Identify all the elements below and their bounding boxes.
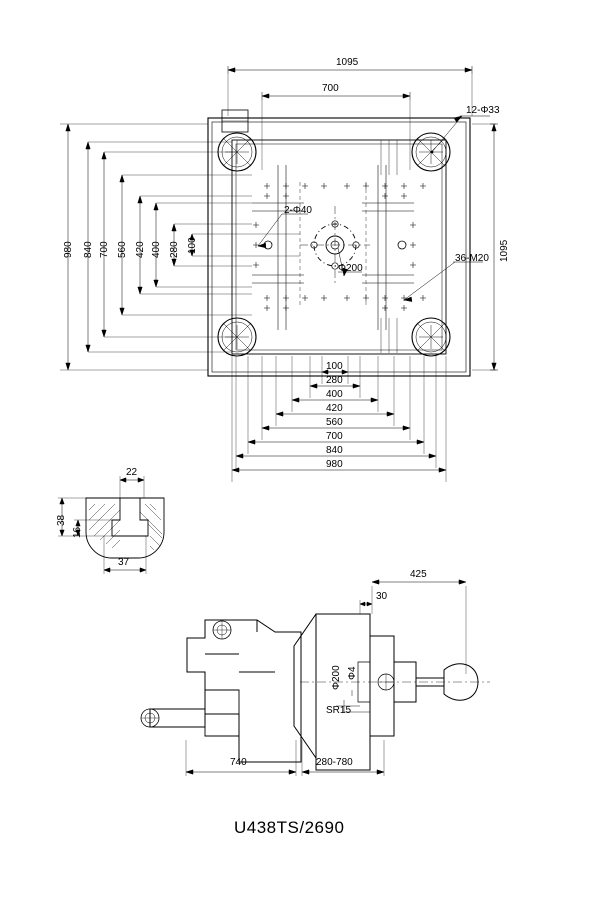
dim-sr15: SR15 [326, 705, 352, 716]
dim-slot-37: 37 [118, 557, 130, 568]
dim-280-bottom: 280 [326, 375, 343, 386]
dim-280-780: 280-780 [316, 757, 353, 768]
dim-740: 740 [230, 757, 247, 768]
dim-phi200-nozzle: Φ200 [331, 665, 342, 690]
callout-2-phi40: 2-Φ40 [284, 205, 312, 216]
dim-420-left: 420 [135, 241, 146, 258]
callout-phi200: Φ200 [338, 263, 363, 274]
dim-840-left: 840 [83, 241, 94, 258]
dim-980-bottom: 980 [326, 459, 343, 470]
dim-1095-top: 1095 [336, 57, 359, 68]
dim-100-bottom: 100 [326, 361, 343, 372]
drawing-title: U438TS/2690 [234, 818, 345, 837]
dim-slot-16: 16 [72, 526, 83, 538]
dim-560-bottom: 560 [326, 417, 343, 428]
dim-420-bottom: 420 [326, 403, 343, 414]
dim-30: 30 [376, 591, 388, 602]
callout-36-m20: 36-M20 [455, 253, 489, 264]
dim-100-left: 100 [187, 237, 198, 254]
dim-700-left: 700 [99, 241, 110, 258]
dim-700-bottom: 700 [326, 431, 343, 442]
dim-slot-38: 38 [56, 514, 67, 526]
dim-840-bottom: 840 [326, 445, 343, 456]
dim-1095-right: 1095 [499, 239, 510, 262]
callout-12-phi33: 12-Φ33 [466, 105, 500, 116]
dim-slot-22: 22 [126, 467, 138, 478]
dim-425: 425 [410, 569, 427, 580]
dim-560-left: 560 [117, 241, 128, 258]
dim-280-left: 280 [169, 241, 180, 258]
dim-700-top: 700 [322, 83, 339, 94]
dim-400-left: 400 [151, 241, 162, 258]
dim-980-left: 980 [63, 241, 74, 258]
dim-phi4: Φ4 [347, 666, 358, 680]
dim-400-bottom: 400 [326, 389, 343, 400]
